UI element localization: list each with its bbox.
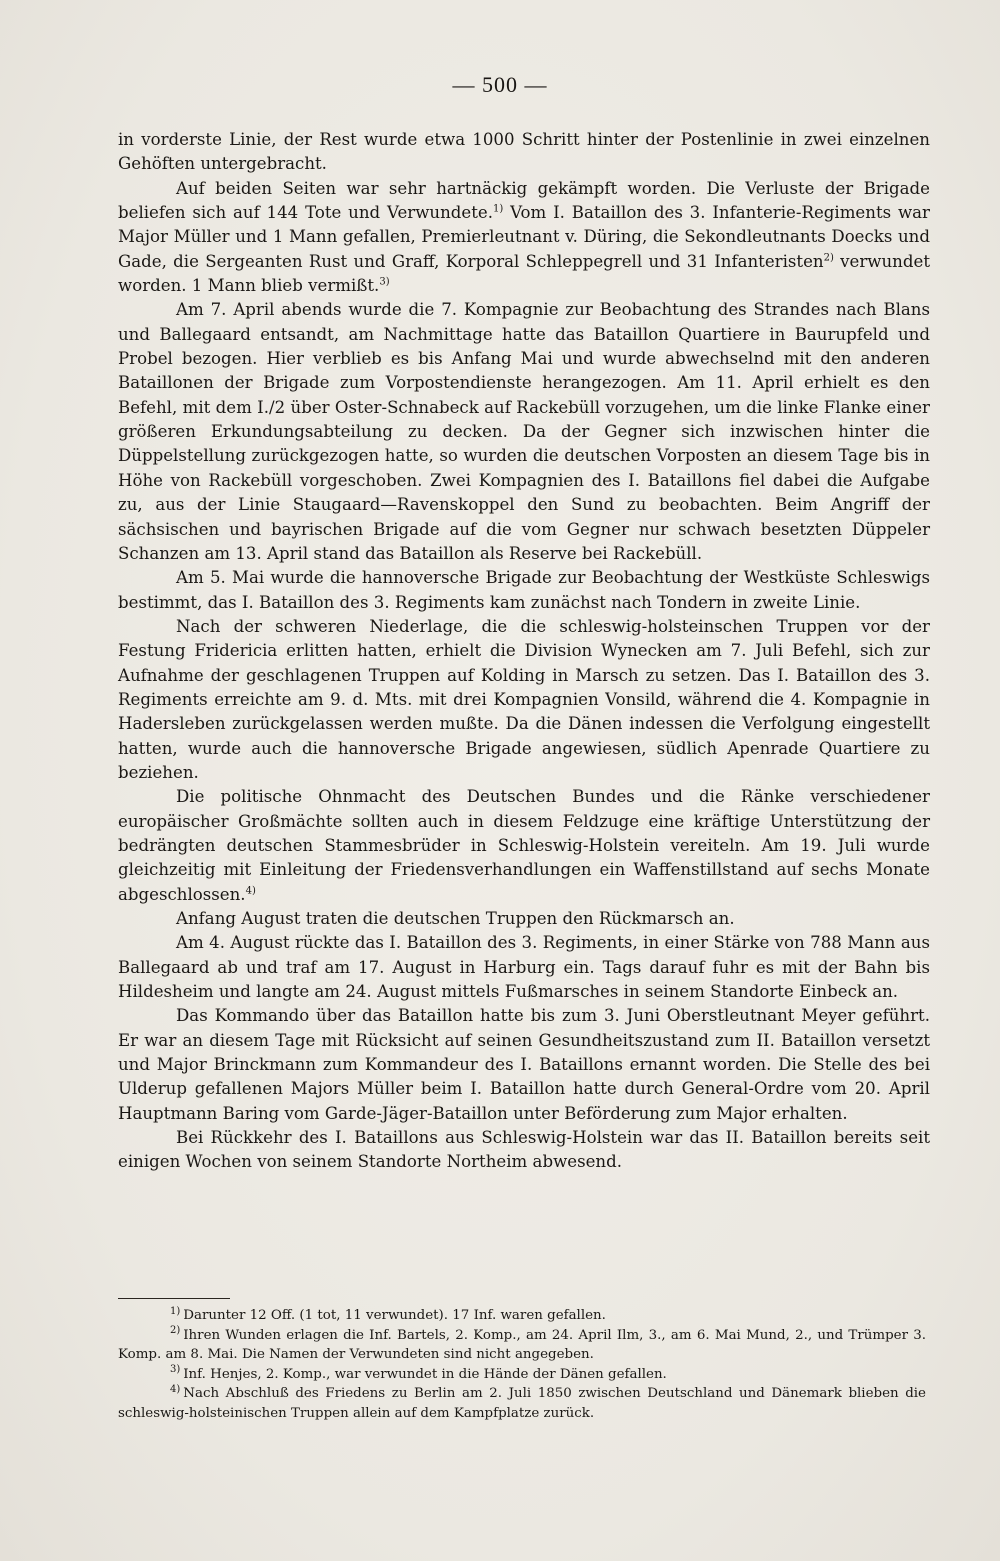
footnote-3-text: Inf. Henjes, 2. Komp., war verwundet in die Hände der Dänen gefallen. <box>183 1366 667 1382</box>
paragraph-7: Anfang August traten die deutschen Truppen den Rückmarsch an. <box>176 909 735 928</box>
footnote-3 <box>118 1365 926 1385</box>
page-number: — 500 — <box>452 72 548 97</box>
paragraph-1: in vorderste Linie, der Rest wurde etwa 1000 Schritt hinter der Postenlinie in zwei einzelnen Gehöften untergebracht. <box>118 130 930 174</box>
footnote-ref-3: 3) <box>379 276 390 288</box>
paragraph-5: Nach der schweren Niederlage, die die schleswig-holsteinschen Truppen vor der Festung Fridericia erlitten hatten, erhielt die Division Wynecken am 7. Juli Befehl, sich zur Aufnahme der geschlagenen Truppen auf Kolding in Marsch zu setzen. Das I. Bataillon des 3. Regiments erreichte am 9. d. Mts. mit drei Kompagnien Vonsild, während die 4. Kompagnie in Hadersleben zurückgelassen werden mußte. Da die Dänen indessen die Verfolgung eingestellt hatten, wurde auch die hannoversche Brigade angewiesen, südlich Apenrade Quartiere zu beziehen. <box>118 616 930 782</box>
footnote-2-mark: 2) <box>170 1325 181 1337</box>
footnote-4-mark: 4) <box>170 1383 181 1395</box>
footnote-1 <box>118 1306 926 1326</box>
footnote-divider <box>118 1298 230 1299</box>
footnote-4-text: Nach Abschluß des Friedens zu Berlin am 2. Juli 1850 zwischen Deutschland und Dänemark blieben die schleswig-holsteinischen Truppen allein auf dem Kampfplatze zurück. <box>118 1386 926 1421</box>
footnote-ref-2: 2) <box>823 252 834 264</box>
footnote-3-mark: 3) <box>170 1364 181 1376</box>
paragraph-6 <box>118 785 930 907</box>
footnote-1-mark: 1) <box>170 1305 181 1317</box>
paragraph-2-part-2: Vom I. Bataillon des 3. Infanterie-Regiments war Major Müller und 1 Mann gefallen, Premierleutnant v. Düring, die Sekondleutnants Doecks und Gade, die Sergeanten Rust und Graff, Korporal Schleppegrell und 31 Infanteristen <box>118 203 930 271</box>
paragraph-2-part-3: verwundet worden. 1 Mann blieb vermißt. <box>118 251 930 296</box>
paragraph-2-part-1: Auf beiden Seiten war sehr hartnäckig gekämpft worden. Die Verluste der Brigade beliefen sich auf 144 Tote und Verwundete. <box>118 178 930 223</box>
footnote-2-text: Ihren Wunden erlagen die Inf. Bartels, 2. Komp., am 24. April Ilm, 3., am 6. Mai Mund, 2., und Trümper 3. Komp. am 8. Mai. Die Namen der Verwundeten sind nicht angegeben. <box>118 1327 926 1363</box>
footnotes <box>118 1306 926 1424</box>
footnote-2 <box>118 1326 926 1365</box>
paragraph-9: Das Kommando über das Bataillon hatte bis zum 3. Juni Oberstleutnant Meyer geführt. Er war an diesem Tage mit Rücksicht auf seinen Gesundheitszustand zum II. Bataillon versetzt und Major Brinckmann zum Kommandeur des I. Bataillons ernannt worden. Die Stelle des bei Ulderup gefallenen Majors Müller beim I. Bataillon hatte durch General-Ordre vom 20. April Hauptmann Baring vom Garde-Jäger-Bataillon unter Beförderung zum Major erhalten. <box>118 1006 930 1123</box>
footnote-1-text: Darunter 12 Off. (1 tot, 11 verwundet). 17 Inf. waren gefallen. <box>183 1308 606 1323</box>
paragraph-8: Am 4. August rückte das I. Bataillon des 3. Regiments, in einer Stärke von 788 Mann aus Ballegaard ab und traf am 17. August in Harburg ein. Tags darauf fuhr es mit der Bahn bis Hildesheim und langte am 24. August mittels Fußmarsches in seinem Standorte Einbeck an. <box>118 933 930 1002</box>
footnote-ref-4: 4) <box>245 885 256 897</box>
footnote-ref-1: 1) <box>493 203 504 215</box>
paragraph-2 <box>118 177 930 299</box>
paragraph-6-part-1: Die politische Ohnmacht des Deutschen Bundes und die Ränke verschiedener europäischer Großmächte sollten auch in diesem Feldzuge eine kräftige Unterstützung der bedrängten deutschen Stammesbrüder in Schleswig-Holstein vereiteln. Am 19. Juli wurde gleichzeitig mit Einleitung der Friedensverhandlungen ein Waffenstillstand auf sechs Monate abgeschlossen. <box>118 787 930 904</box>
paragraph-4: Am 5. Mai wurde die hannoversche Brigade zur Beobachtung der Westküste Schleswigs bestimmt, das I. Bataillon des 3. Regiments kam zunächst nach Tondern in zweite Linie. <box>118 568 930 612</box>
paragraph-3: Am 7. April abends wurde die 7. Kompagnie zur Beobachtung des Strandes nach Blans und Ballegaard entsandt, am Nachmittage hatte das Bataillon Quartiere in Baurupfeld und Probel bezogen. Hier verblieb es bis Anfang Mai und wurde abwechselnd mit den anderen Bataillonen der Brigade zum Vorpostendienste herangezogen. Am 11. April erhielt es den Befehl, mit dem I./2 über Oster-Schnabeck auf Rackebüll vorzugehen, um die linke Flanke einer größeren Erkundungsabteilung zu decken. Da der Gegner sich inzwischen hinter die Düppelstellung zurückgezogen hatte, so wurden die deutschen Vorposten an diesem Tage bis in Höhe von Rackebüll vorgeschoben. Zwei Kompagnien des I. Bataillons fiel dabei die Aufgabe zu, aus der Linie Staugaard—Ravenskoppel den Sund zu beobachten. Beim Angriff der sächsischen und bayrischen Brigade auf die vom Gegner nur schwach besetzten Düppeler Schanzen am 13. April stand das Bataillon als Reserve bei Rackebüll. <box>118 300 930 563</box>
paragraph-10: Bei Rückkehr des I. Bataillons aus Schleswig-Holstein war das II. Bataillon bereits seit einigen Wochen von seinem Standorte Northeim abwesend. <box>118 1128 930 1172</box>
footnote-4 <box>118 1384 926 1423</box>
body-text <box>118 128 930 1175</box>
